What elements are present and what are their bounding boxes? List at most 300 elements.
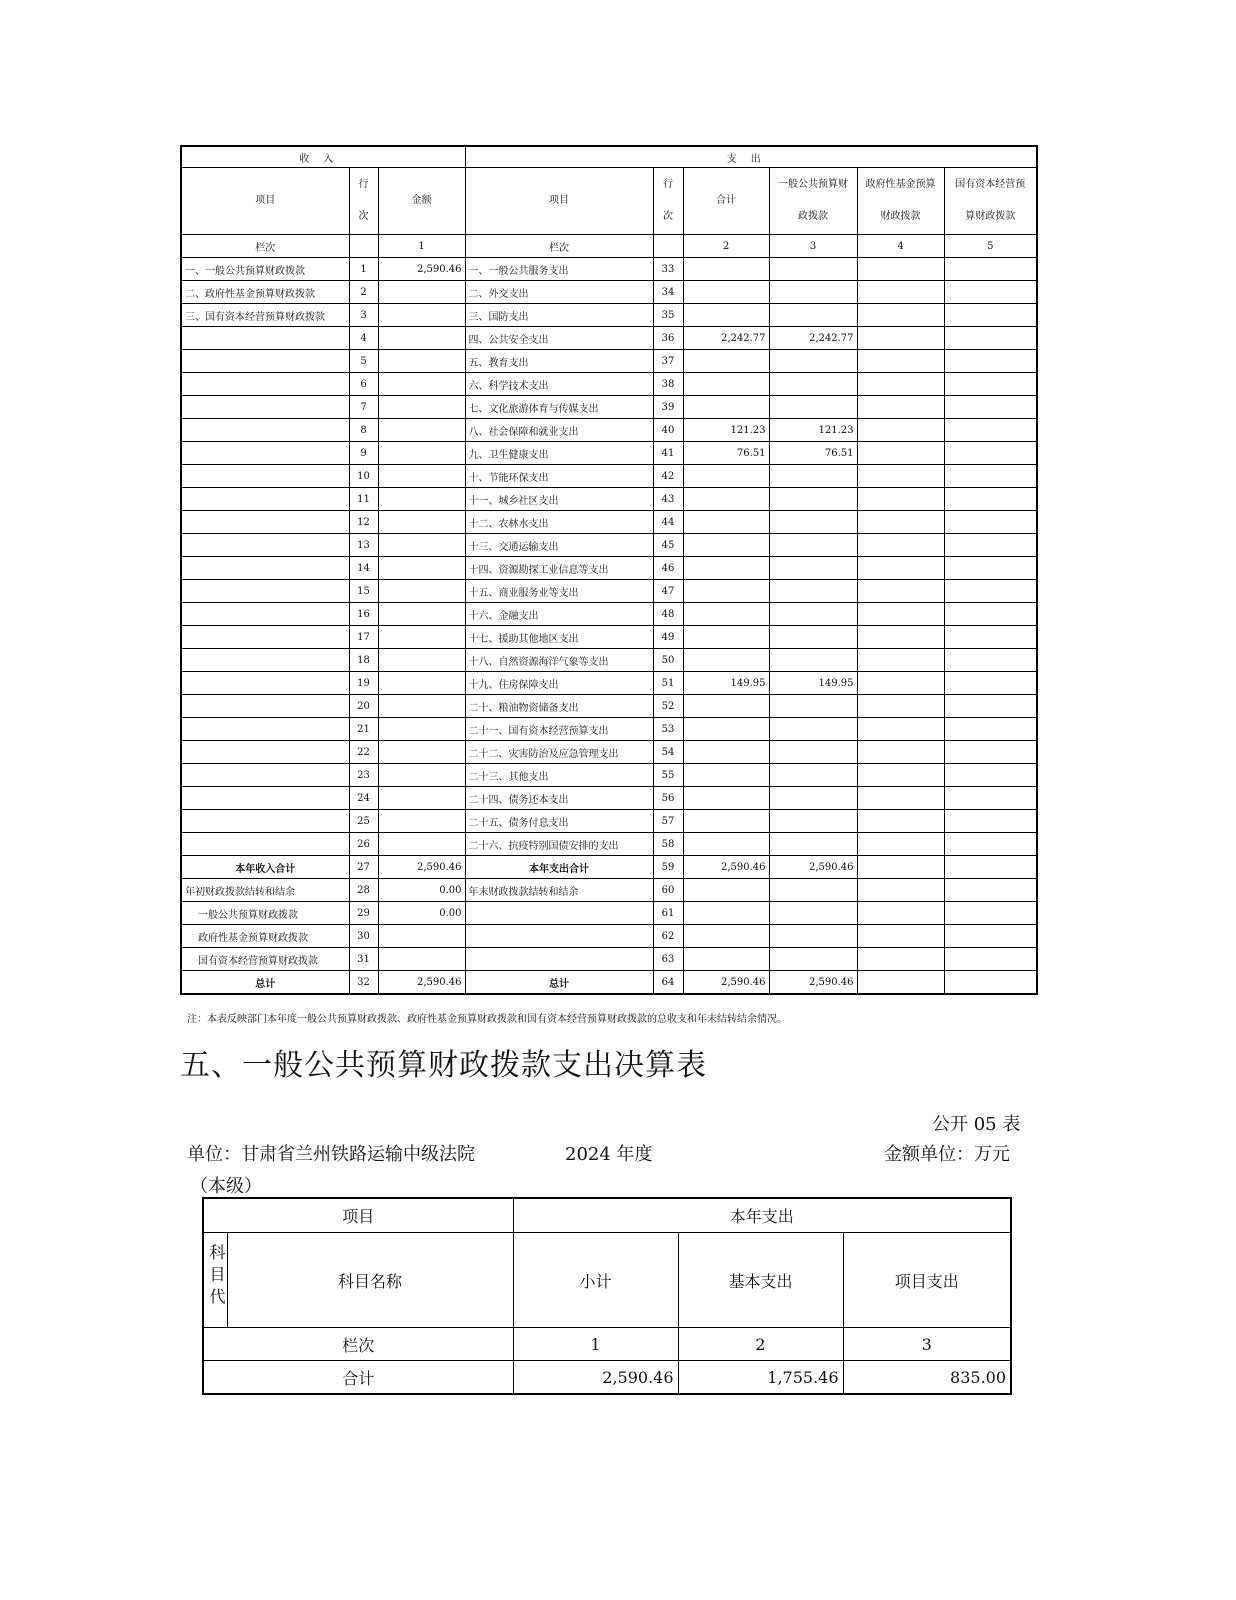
expense-general — [769, 580, 857, 603]
expense-item: 十三、交通运输支出 — [465, 534, 653, 557]
income-line: 17 — [349, 626, 378, 649]
expense-state-capital — [944, 419, 1037, 442]
table-row — [181, 258, 1037, 281]
income-amount — [378, 442, 465, 465]
expense-gov-fund — [857, 948, 944, 971]
expense-state-capital — [944, 810, 1037, 833]
expense-line: 37 — [653, 350, 683, 373]
col-income-line: 行次 — [349, 168, 378, 235]
income-line: 14 — [349, 557, 378, 580]
expense-state-capital — [944, 971, 1037, 995]
expense-line: 50 — [653, 649, 683, 672]
income-item — [181, 718, 349, 741]
expense-line: 62 — [653, 925, 683, 948]
income-item — [181, 672, 349, 695]
expense-item: 四、公共安全支出 — [465, 327, 653, 350]
table-row — [181, 488, 1037, 511]
expense-line: 55 — [653, 764, 683, 787]
col-expense-line: 行次 — [653, 168, 683, 235]
expense-item: 二十二、灾害防治及应急管理支出 — [465, 741, 653, 764]
expense-item: 十八、自然资源海洋气象等支出 — [465, 649, 653, 672]
income-amount: 0.00 — [378, 902, 465, 925]
income-item — [181, 557, 349, 580]
income-item: 一、一般公共预算财政拨款 — [181, 258, 349, 281]
income-amount — [378, 948, 465, 971]
expense-state-capital — [944, 281, 1037, 304]
expense-general: 121.23 — [769, 419, 857, 442]
col-subject-code — [203, 1233, 227, 1328]
expense-item: 三、国防支出 — [465, 304, 653, 327]
sum-label: 合计 — [203, 1361, 513, 1395]
expense-item: 十五、商业服务业等支出 — [465, 580, 653, 603]
income-amount — [378, 603, 465, 626]
table-row — [181, 419, 1037, 442]
income-line: 1 — [349, 258, 378, 281]
general-budget-expense-table — [202, 1197, 1012, 1395]
expense-item: 二十六、抗疫特别国债安排的支出 — [465, 833, 653, 856]
expense-total — [683, 511, 769, 534]
expense-total — [683, 902, 769, 925]
col-index-1: 1 — [513, 1328, 678, 1361]
expense-total — [683, 695, 769, 718]
income-item — [181, 695, 349, 718]
expense-general: 76.51 — [769, 442, 857, 465]
income-item: 政府性基金预算财政拨款 — [181, 925, 349, 948]
expense-gov-fund — [857, 488, 944, 511]
income-amount — [378, 626, 465, 649]
table-row — [181, 511, 1037, 534]
table-row — [181, 626, 1037, 649]
income-line: 28 — [349, 879, 378, 902]
expense-item: 十九、住房保障支出 — [465, 672, 653, 695]
expense-item: 七、文化旅游体育与传媒支出 — [465, 396, 653, 419]
income-amount: 2,590.46 — [378, 971, 465, 995]
expense-gov-fund — [857, 833, 944, 856]
sum-basic: 1,755.46 — [678, 1361, 843, 1395]
income-line: 15 — [349, 580, 378, 603]
expense-gov-fund — [857, 741, 944, 764]
expense-gov-fund — [857, 856, 944, 879]
expense-item: 五、教育支出 — [465, 350, 653, 373]
expense-gov-fund — [857, 626, 944, 649]
expense-state-capital — [944, 879, 1037, 902]
expense-gov-fund — [857, 718, 944, 741]
income-amount — [378, 695, 465, 718]
income-expense-table — [180, 145, 1038, 995]
expense-total — [683, 787, 769, 810]
expense-gov-fund — [857, 442, 944, 465]
col-state-capital: 国有资本经营预算财政拨款 — [944, 168, 1037, 235]
expense-gov-fund — [857, 764, 944, 787]
table-row — [181, 971, 1037, 995]
expense-line: 35 — [653, 304, 683, 327]
expense-gov-fund — [857, 465, 944, 488]
expense-general — [769, 649, 857, 672]
income-item: 国有资本经营预算财政拨款 — [181, 948, 349, 971]
expense-total — [683, 580, 769, 603]
expense-total — [683, 626, 769, 649]
col-project: 项目支出 — [843, 1233, 1011, 1328]
expense-item: 二十、粮油物资储备支出 — [465, 695, 653, 718]
income-header: 收入 — [181, 146, 465, 168]
expense-total — [683, 925, 769, 948]
income-line: 24 — [349, 787, 378, 810]
expense-item: 十七、援助其他地区支出 — [465, 626, 653, 649]
income-line: 23 — [349, 764, 378, 787]
col-index-1: 1 — [378, 235, 465, 258]
expense-item: 总计 — [465, 971, 653, 995]
expense-item: 二十五、债务付息支出 — [465, 810, 653, 833]
expense-state-capital — [944, 626, 1037, 649]
expense-line: 56 — [653, 787, 683, 810]
expense-gov-fund — [857, 396, 944, 419]
expense-general — [769, 925, 857, 948]
expense-total: 2,242.77 — [683, 327, 769, 350]
expense-line: 41 — [653, 442, 683, 465]
income-amount: 2,590.46 — [378, 258, 465, 281]
expense-header: 支出 — [465, 146, 1037, 168]
income-item — [181, 603, 349, 626]
expense-gov-fund — [857, 327, 944, 350]
expense-line: 48 — [653, 603, 683, 626]
expense-state-capital — [944, 902, 1037, 925]
expense-gov-fund — [857, 787, 944, 810]
expense-item — [465, 948, 653, 971]
expense-state-capital — [944, 856, 1037, 879]
expense-total — [683, 603, 769, 626]
income-item — [181, 787, 349, 810]
income-line: 9 — [349, 442, 378, 465]
expense-general — [769, 304, 857, 327]
expense-general — [769, 741, 857, 764]
table-row — [181, 580, 1037, 603]
income-amount — [378, 557, 465, 580]
expense-state-capital — [944, 695, 1037, 718]
expense-line: 51 — [653, 672, 683, 695]
income-line: 12 — [349, 511, 378, 534]
expense-item — [465, 925, 653, 948]
expense-state-capital — [944, 304, 1037, 327]
expense-total — [683, 488, 769, 511]
col-basic: 基本支出 — [678, 1233, 843, 1328]
expense-total — [683, 879, 769, 902]
income-amount — [378, 833, 465, 856]
income-item — [181, 810, 349, 833]
table-row — [181, 465, 1037, 488]
table-row — [181, 534, 1037, 557]
expense-total — [683, 557, 769, 580]
expense-total: 149.95 — [683, 672, 769, 695]
income-item — [181, 833, 349, 856]
col-index-label: 栏次 — [181, 235, 349, 258]
expense-state-capital — [944, 258, 1037, 281]
expense-gov-fund — [857, 672, 944, 695]
col-subject-name: 科目名称 — [227, 1233, 513, 1328]
income-item: 本年收入合计 — [181, 856, 349, 879]
income-line: 5 — [349, 350, 378, 373]
expense-line: 49 — [653, 626, 683, 649]
income-line: 29 — [349, 902, 378, 925]
col-subtotal: 小计 — [513, 1233, 678, 1328]
income-item: 三、国有资本经营预算财政拨款 — [181, 304, 349, 327]
expense-general — [769, 281, 857, 304]
expense-total — [683, 833, 769, 856]
expense-state-capital — [944, 465, 1037, 488]
expense-line: 57 — [653, 810, 683, 833]
expense-total — [683, 649, 769, 672]
expense-general — [769, 833, 857, 856]
income-item — [181, 580, 349, 603]
table-row — [181, 902, 1037, 925]
expense-total — [683, 396, 769, 419]
table-row — [181, 649, 1037, 672]
expense-item — [465, 902, 653, 925]
expense-general — [769, 787, 857, 810]
table-row — [181, 281, 1037, 304]
table-row — [181, 695, 1037, 718]
expense-gov-fund — [857, 258, 944, 281]
expense-gov-fund — [857, 580, 944, 603]
expense-line: 36 — [653, 327, 683, 350]
sum-subtotal: 2,590.46 — [513, 1361, 678, 1395]
income-item — [181, 396, 349, 419]
col-index-4: 4 — [857, 235, 944, 258]
expense-general — [769, 948, 857, 971]
col-year-expense: 本年支出 — [513, 1198, 1011, 1233]
income-amount — [378, 672, 465, 695]
table-row — [181, 787, 1037, 810]
table-row — [181, 718, 1037, 741]
income-item: 二、政府性基金预算财政拨款 — [181, 281, 349, 304]
expense-line: 59 — [653, 856, 683, 879]
expense-total — [683, 948, 769, 971]
col-income-item: 项目 — [181, 168, 349, 235]
income-line: 19 — [349, 672, 378, 695]
expense-gov-fund — [857, 557, 944, 580]
table-row — [181, 925, 1037, 948]
income-item — [181, 419, 349, 442]
expense-general: 149.95 — [769, 672, 857, 695]
expense-line: 43 — [653, 488, 683, 511]
expense-line: 53 — [653, 718, 683, 741]
income-item: 总计 — [181, 971, 349, 995]
expense-general — [769, 465, 857, 488]
expense-general — [769, 718, 857, 741]
expense-state-capital — [944, 718, 1037, 741]
col-gov-fund: 政府性基金预算财政拨款 — [857, 168, 944, 235]
expense-line: 64 — [653, 971, 683, 995]
income-line: 7 — [349, 396, 378, 419]
expense-gov-fund — [857, 649, 944, 672]
income-line: 26 — [349, 833, 378, 856]
expense-state-capital — [944, 741, 1037, 764]
expense-gov-fund — [857, 350, 944, 373]
income-line: 8 — [349, 419, 378, 442]
expense-item: 年末财政拨款结转和结余 — [465, 879, 653, 902]
expense-line: 60 — [653, 879, 683, 902]
expense-line: 45 — [653, 534, 683, 557]
expense-general — [769, 902, 857, 925]
expense-line: 39 — [653, 396, 683, 419]
col-index-3: 3 — [843, 1328, 1011, 1361]
col-general: 一般公共预算财政拨款 — [769, 168, 857, 235]
income-item — [181, 488, 349, 511]
section-title: 五、一般公共预算财政拨款支出决算表 — [180, 1048, 707, 1083]
expense-state-capital — [944, 580, 1037, 603]
expense-gov-fund — [857, 925, 944, 948]
table-row — [181, 442, 1037, 465]
expense-gov-fund — [857, 281, 944, 304]
income-line: 4 — [349, 327, 378, 350]
table-row — [181, 327, 1037, 350]
income-line: 2 — [349, 281, 378, 304]
sum-project: 835.00 — [843, 1361, 1011, 1395]
expense-line: 34 — [653, 281, 683, 304]
expense-state-capital — [944, 350, 1037, 373]
table-row — [181, 764, 1037, 787]
expense-item: 本年支出合计 — [465, 856, 653, 879]
expense-item: 九、卫生健康支出 — [465, 442, 653, 465]
expense-state-capital — [944, 764, 1037, 787]
expense-general — [769, 511, 857, 534]
income-item: 一般公共预算财政拨款 — [181, 902, 349, 925]
expense-item: 十二、农林水支出 — [465, 511, 653, 534]
expense-general — [769, 810, 857, 833]
expense-line: 61 — [653, 902, 683, 925]
expense-total — [683, 741, 769, 764]
expense-item: 二十三、其他支出 — [465, 764, 653, 787]
year-label: 2024 年度 — [565, 1144, 653, 1165]
income-item: 年初财政拨款结转和结余 — [181, 879, 349, 902]
expense-state-capital — [944, 557, 1037, 580]
income-line: 13 — [349, 534, 378, 557]
income-line: 22 — [349, 741, 378, 764]
expense-line: 33 — [653, 258, 683, 281]
income-amount — [378, 511, 465, 534]
income-line: 3 — [349, 304, 378, 327]
expense-line: 63 — [653, 948, 683, 971]
expense-gov-fund — [857, 810, 944, 833]
income-item — [181, 327, 349, 350]
unit-label: 单位：甘肃省兰州铁路运输中级法院 — [187, 1144, 475, 1165]
table-row — [181, 741, 1037, 764]
expense-total — [683, 350, 769, 373]
expense-state-capital — [944, 488, 1037, 511]
income-line: 30 — [349, 925, 378, 948]
expense-state-capital — [944, 511, 1037, 534]
expense-item: 八、社会保障和就业支出 — [465, 419, 653, 442]
expense-general — [769, 534, 857, 557]
expense-gov-fund — [857, 511, 944, 534]
income-amount — [378, 718, 465, 741]
form-number: 公开 05 表 — [932, 1114, 1021, 1135]
expense-total: 2,590.46 — [683, 971, 769, 995]
income-item — [181, 350, 349, 373]
expense-item: 十一、城乡社区支出 — [465, 488, 653, 511]
expense-state-capital — [944, 603, 1037, 626]
table-row — [181, 304, 1037, 327]
col-index-label: 栏次 — [203, 1328, 513, 1361]
expense-state-capital — [944, 327, 1037, 350]
expense-gov-fund — [857, 304, 944, 327]
expense-state-capital — [944, 649, 1037, 672]
expense-gov-fund — [857, 971, 944, 995]
expense-gov-fund — [857, 419, 944, 442]
col-index-2: 2 — [683, 235, 769, 258]
expense-general — [769, 626, 857, 649]
col-income-amount: 金额 — [378, 168, 465, 235]
income-amount — [378, 304, 465, 327]
income-amount — [378, 925, 465, 948]
expense-gov-fund — [857, 902, 944, 925]
expense-total: 76.51 — [683, 442, 769, 465]
expense-line: 47 — [653, 580, 683, 603]
expense-total — [683, 810, 769, 833]
col-expense-item: 项目 — [465, 168, 653, 235]
expense-line: 38 — [653, 373, 683, 396]
expense-total — [683, 764, 769, 787]
unit-suffix: （本级） — [190, 1176, 262, 1197]
table-row — [181, 856, 1037, 879]
table-row — [181, 603, 1037, 626]
expense-item: 二十四、债务还本支出 — [465, 787, 653, 810]
table-row — [181, 373, 1037, 396]
income-amount — [378, 373, 465, 396]
col-index-label: 栏次 — [465, 235, 653, 258]
expense-general — [769, 350, 857, 373]
expense-general — [769, 695, 857, 718]
income-amount — [378, 419, 465, 442]
expense-total — [683, 534, 769, 557]
expense-total — [683, 304, 769, 327]
table-row — [181, 810, 1037, 833]
income-line: 18 — [349, 649, 378, 672]
income-item — [181, 764, 349, 787]
col-total: 合计 — [683, 168, 769, 235]
expense-state-capital — [944, 672, 1037, 695]
expense-gov-fund — [857, 534, 944, 557]
col-index-2: 2 — [678, 1328, 843, 1361]
expense-general: 2,242.77 — [769, 327, 857, 350]
income-line: 25 — [349, 810, 378, 833]
expense-line: 54 — [653, 741, 683, 764]
money-unit: 金额单位：万元 — [884, 1144, 1010, 1165]
income-line: 20 — [349, 695, 378, 718]
table-row — [181, 948, 1037, 971]
expense-line: 52 — [653, 695, 683, 718]
income-line: 16 — [349, 603, 378, 626]
expense-gov-fund — [857, 695, 944, 718]
income-item — [181, 534, 349, 557]
income-amount — [378, 350, 465, 373]
subject-code-label: 科目代 — [207, 1243, 226, 1310]
expense-item: 一、一般公共服务支出 — [465, 258, 653, 281]
expense-general: 2,590.46 — [769, 856, 857, 879]
income-amount — [378, 741, 465, 764]
table-row — [181, 833, 1037, 856]
expense-general — [769, 557, 857, 580]
expense-total — [683, 465, 769, 488]
expense-item: 十四、资源勘探工业信息等支出 — [465, 557, 653, 580]
income-line: 11 — [349, 488, 378, 511]
expense-state-capital — [944, 948, 1037, 971]
expense-total — [683, 718, 769, 741]
expense-total: 121.23 — [683, 419, 769, 442]
expense-state-capital — [944, 373, 1037, 396]
expense-gov-fund — [857, 879, 944, 902]
expense-item: 十六、金融支出 — [465, 603, 653, 626]
income-amount — [378, 810, 465, 833]
